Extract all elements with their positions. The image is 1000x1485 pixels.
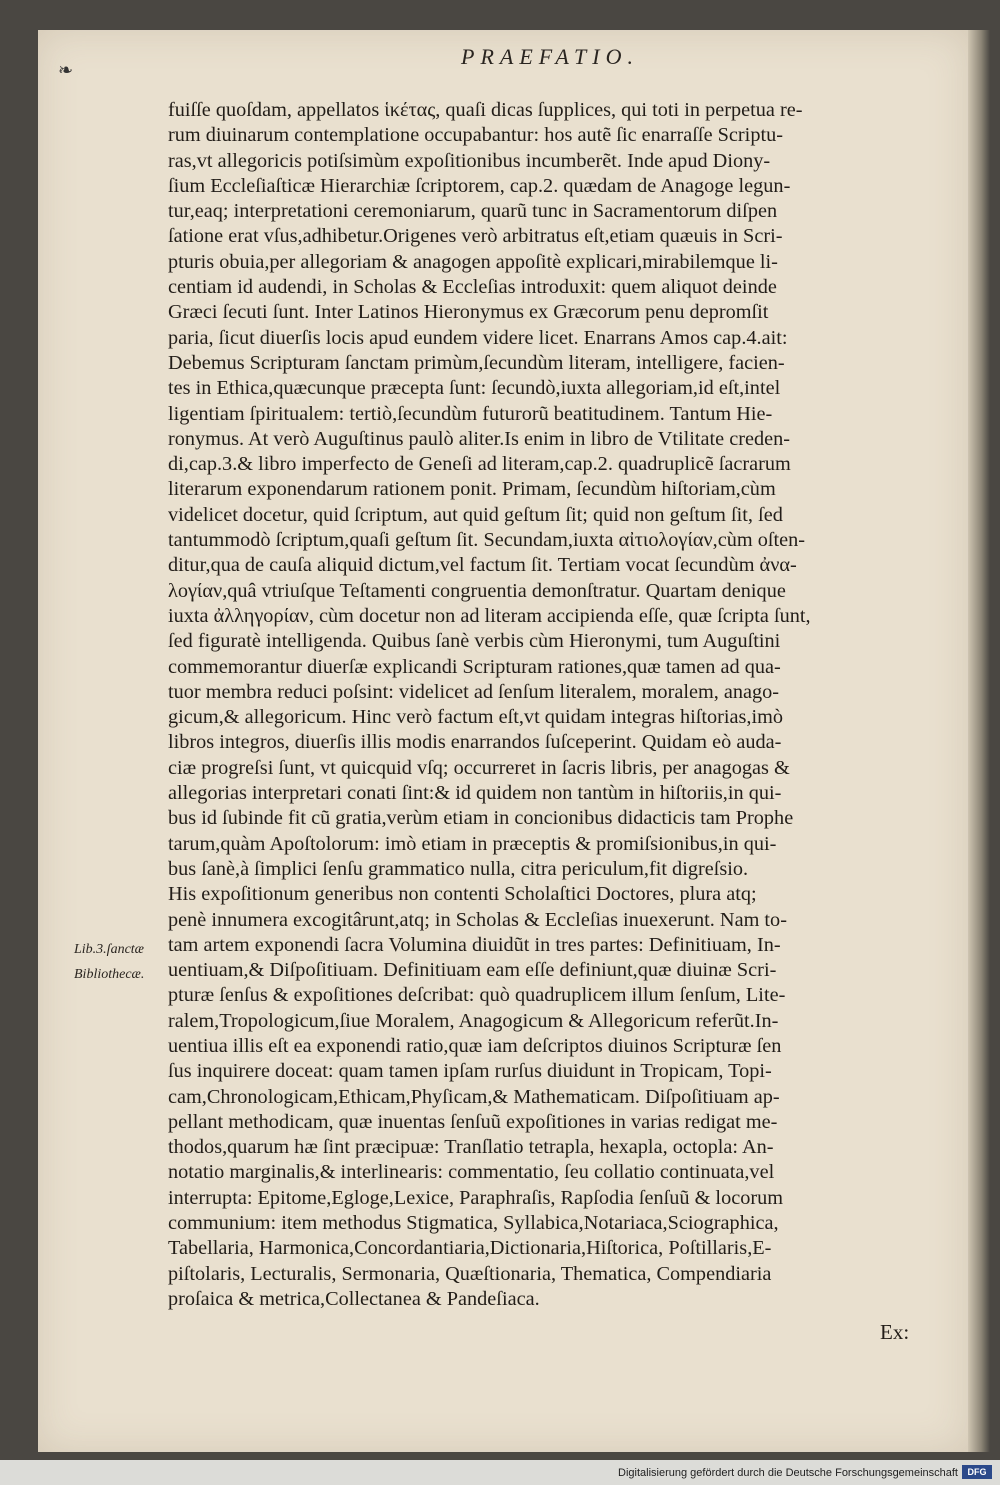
text-line: tuor membra reduci poſsint: videlicet ad ſenſum literalem, moralem, anago-	[168, 680, 780, 703]
text-line: thodos,quarum hæ ſint præcipuæ: Tranſlatio tetrapla, hexapla, octopla: An-	[168, 1136, 774, 1159]
text-line: paria, ſicut diuerſis locis apud eundem videre licet. Enarrans Amos cap.4.ait:	[168, 326, 788, 349]
corner-mark: ❧	[58, 60, 74, 80]
text-line: His expoſitionum generibus non contenti Scholaſtici Doctores, plura atq;	[168, 883, 757, 906]
text-line: notatio marginalis,& interlinearis: commentatio, ſeu collatio continuata,vel	[168, 1161, 775, 1184]
text-line: ſed figuratè intelligenda. Quibus ſanè verbis cùm Hieronymi, tum Auguſtini	[168, 630, 781, 653]
text-line: ciæ progreſsi ſunt, vt quicquid vſq; occurreret in ſacris libris, per anagogas &	[168, 756, 790, 779]
text-line: piſtolaris, Lecturalis, Sermonaria, Quæſtionaria, Thematica, Compendiaria	[168, 1262, 772, 1285]
margin-note-line: Bibliothecæ.	[74, 967, 145, 982]
text-line: tarum,quàm Apoſtolorum: imò etiam in præceptis & promiſsionibus,in qui-	[168, 832, 777, 855]
text-line: proſaica & metrica,Collectanea & Pandeſiaca.	[168, 1287, 540, 1310]
text-line: cam,Chronologicam,Ethicam,Phyſicam,& Mathematicam. Diſpoſitiuam ap-	[168, 1085, 780, 1108]
running-head: PRAEFATIO.	[461, 44, 639, 69]
text-line: rum diuinarum contemplatione occupabantur: hos autẽ ſic enarraſſe Scriptu-	[168, 124, 783, 147]
text-line: pturæ ſenſus & expoſitiones deſcribat: quò quadruplicem illum ſenſum, Lite-	[168, 984, 786, 1007]
text-line: allegorias interpretari conati ſint:& id quidem non tantùm in hiſtoriis,in qui-	[168, 782, 782, 805]
body-text	[168, 98, 938, 1312]
text-line: Debemus Scripturam ſanctam primùm,ſecundùm literam, intelligere, facien-	[168, 351, 785, 374]
text-line: literarum exponendarum rationem ponit. Primam, ſecundùm hiſtoriam,cùm	[168, 478, 776, 501]
text-line: ſus inquirere doceat: quam tamen ipſam rurſus diuidunt in Tropicam, Topi-	[168, 1060, 772, 1083]
funding-notice: Digitalisierung gefördert durch die Deutsche Forschungsgemeinschaft	[618, 1467, 958, 1479]
text-line: ronymus. At verò Auguſtinus paulò aliter.Is enim in libro de Vtilitate creden-	[168, 427, 791, 450]
text-line: ſium Eccleſiaſticæ Hierarchiæ ſcriptorem, cap.2. quædam de Anagoge legun-	[168, 174, 791, 197]
margin-note	[74, 937, 170, 987]
catchword: Ex:	[880, 1320, 910, 1344]
text-line: ralem,Tropologicum,ſiue Moralem, Anagogicum & Allegoricum referũt.In-	[168, 1009, 779, 1032]
text-line: tur,eaq; interpretationi ceremoniarum, quarũ tunc in Sacramentorum diſpen	[168, 200, 778, 223]
text-line: pturis obuia,per allegoriam & anagogen appoſitè explicari,mirabilemque li-	[168, 250, 778, 273]
text-line: ras,vt allegoricis potiſsimùm expoſitionibus incumberẽt. Inde apud Diony-	[168, 149, 771, 172]
text-line: ſatione erat vſus,adhibetur.Origenes verò arbitratus eſt,etiam quæuis in Scri-	[168, 225, 783, 248]
text-line: uentiuam,& Diſpoſitiuam. Definitiuam eam eſſe definiunt,quæ diuinæ Scri-	[168, 959, 777, 982]
text-line: ditur,qua de cauſa aliquid dictum,vel factum ſit. Tertiam vocat ſecundùm ἀνα-	[168, 554, 797, 577]
text-line: tantummodò ſcriptum,quaſi geſtum ſit. Secundam,iuxta αἰτιολογίαν,cùm oſten-	[168, 529, 806, 552]
dfg-logo-icon: DFG	[962, 1465, 992, 1479]
text-line: tes in Ethica,quæcunque præcepta ſunt: ſecundò,iuxta allegoriam,id eſt,intel	[168, 377, 781, 400]
text-line: communium: item methodus Stigmatica, Syllabica,Notariaca,Sciographica,	[168, 1212, 779, 1235]
text-line: ligentiam ſpiritualem: tertiò,ſecundùm futurorũ beatitudinem. Tantum Hie-	[168, 402, 773, 425]
text-line: fuiſſe quoſdam, appellatos ἱκέτας, quaſi dicas ſupplices, qui toti in perpetua re-	[168, 99, 803, 121]
text-line: commemorantur diuerſæ explicandi Scripturam rationes,quæ tamen ad qua-	[168, 655, 781, 678]
text-line: gicum,& allegoricum. Hinc verò factum eſt,vt quidam integras hiſtorias,imò	[168, 706, 784, 729]
text-line: iuxta ἀλληγορίαν, cùm docetur non ad literam accipienda eſſe, quæ ſcripta ſunt,	[168, 604, 811, 627]
margin-note-line: Lib.3.ſanctæ	[74, 942, 145, 957]
text-line: bus ſanè,à ſimplici ſenſu grammatico nulla, citra periculum,fit digreſsio.	[168, 857, 749, 880]
text-line: centiam id audendi, in Scholas & Eccleſias introduxit: quem aliquot deinde	[168, 276, 777, 299]
text-line: videlicet docetur, quid ſcriptum, aut quid geſtum ſit; quid non geſtum ſit, ſed	[168, 503, 783, 526]
text-line: interrupta: Epitome,Egloge,Lexice, Paraphraſis, Rapſodia ſenſuũ & locorum	[168, 1186, 784, 1209]
text-line: libros integros, diuerſis illis modis enarrandos ſuſceperint. Quidam eò auda-	[168, 731, 782, 754]
text-line: Tabellaria, Harmonica,Concordantiaria,Dictionaria,Hiſtorica, Poſtillaris,E-	[168, 1237, 772, 1260]
text-line: pellant methodicam, quæ inuentas ſenſuũ expoſitiones in varias redigat me-	[168, 1110, 778, 1133]
text-line: penè innumera excogitârunt,atq; in Scholas & Eccleſias inuexerunt. Nam to-	[168, 908, 787, 931]
text-line: Græci ſecuti ſunt. Inter Latinos Hieronymus ex Græcorum penu depromſit	[168, 301, 769, 324]
page-edge	[968, 30, 990, 1452]
text-line: λογίαν,quâ vtriuſque Teſtamenti congruentia demonſtratur. Quartam denique	[168, 579, 786, 602]
text-line: uentiua illis eſt ea exponendi ratio,quæ iam deſcriptos diuinos Scripturæ ſen	[168, 1034, 782, 1057]
text-line: di,cap.3.& libro imperfecto de Geneſi ad literam,cap.2. quadruplicẽ ſacrarum	[168, 453, 791, 476]
text-line: bus id ſubinde fit cũ gratia,verùm etiam in concionibus didacticis tam Prophe	[168, 807, 794, 830]
text-line: tam artem exponendi ſacra Volumina diuidũt in tres partes: Definitiuam, In-	[168, 933, 781, 956]
